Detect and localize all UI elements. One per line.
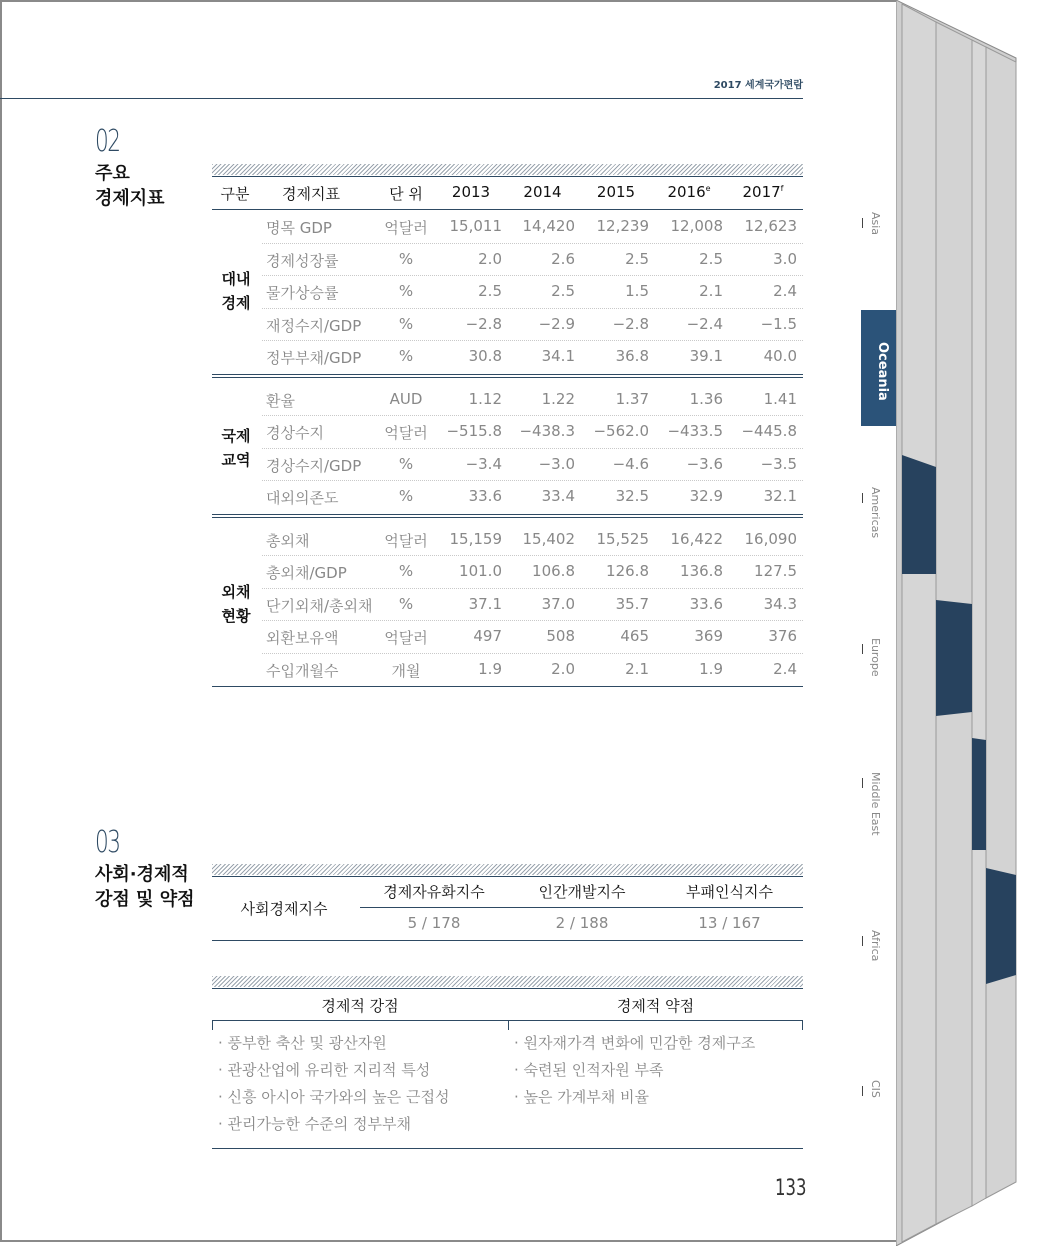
- weakness-item: · 높은 가계부채 비율: [514, 1088, 649, 1106]
- row-indicator: 물가상승률: [266, 284, 339, 302]
- row-divider: [262, 620, 803, 621]
- row-value: −3.0: [538, 454, 575, 473]
- index-value-corruption-perception: 13 / 167: [698, 914, 761, 932]
- group-divider: [212, 374, 803, 378]
- row-value: 37.0: [541, 594, 575, 613]
- row-value: 15,402: [522, 529, 575, 548]
- row-value: 2.6: [551, 249, 575, 268]
- row-value: 32.9: [689, 487, 723, 505]
- row-value: −3.4: [465, 454, 502, 473]
- weakness-item: · 숙련된 인적자원 부족: [514, 1061, 664, 1079]
- group-divider: [212, 514, 803, 518]
- row-value: 12,623: [744, 217, 797, 235]
- row-value: 15,525: [596, 529, 649, 548]
- table-rule: [360, 907, 803, 908]
- section-title-line: 강점 및 약점: [95, 889, 195, 910]
- strength-item: · 신흥 아시아 국가와의 높은 근접성: [218, 1088, 450, 1106]
- row-indicator: 재정수지/GDP: [266, 316, 362, 335]
- group-label-line: 외채: [221, 583, 251, 601]
- row-indicator: 명목 GDP: [266, 219, 332, 237]
- side-tab-asia[interactable]: Asia: [869, 212, 882, 236]
- row-value: −2.9: [538, 314, 575, 333]
- strength-item: · 관리가능한 수준의 정부부채: [218, 1115, 411, 1133]
- row-value: 2.4: [773, 659, 797, 678]
- row-value: 14,420: [522, 217, 575, 235]
- row-value: 35.7: [615, 594, 649, 613]
- strength-item: · 관광산업에 유리한 지리적 특성: [218, 1061, 431, 1079]
- index-header-economic-freedom: 경제자유화지수: [383, 883, 485, 901]
- row-value: −1.5: [760, 314, 797, 333]
- table-rule: [212, 876, 803, 877]
- row-value: −562.0: [593, 422, 649, 440]
- row-value: −2.8: [465, 314, 502, 333]
- row-value: 2.5: [551, 282, 575, 300]
- row-unit: 억달러: [384, 531, 428, 550]
- row-value: 34.3: [763, 594, 797, 613]
- group-label: [214, 580, 258, 628]
- row-indicator: 경제성장률: [266, 251, 339, 270]
- row-indicator: 경상수지: [266, 424, 324, 442]
- row-value: 508: [546, 627, 575, 645]
- section-title-line: 경제지표: [95, 188, 165, 209]
- side-tab-tick: [862, 778, 863, 788]
- strength-list: [218, 1034, 508, 1142]
- row-indicator: 총외채/GDP: [266, 564, 347, 582]
- strength-title: 경제적 강점: [321, 997, 399, 1015]
- row-value: −433.5: [667, 422, 723, 440]
- group-label-line: 현황: [221, 607, 251, 625]
- row-value: 106.8: [532, 562, 575, 580]
- row-unit: 억달러: [384, 219, 428, 237]
- row-unit: %: [398, 249, 414, 268]
- row-value: −3.5: [760, 454, 797, 473]
- row-value: 2.5: [699, 249, 723, 268]
- index-value-economic-freedom: 5 / 178: [407, 914, 461, 932]
- row-value: 12,008: [670, 217, 723, 235]
- side-tab-africa[interactable]: Africa: [869, 930, 882, 962]
- table-tick: [508, 1020, 509, 1030]
- page-number: 133: [775, 1176, 807, 1201]
- weakness-title: 경제적 약점: [616, 997, 695, 1015]
- book-page-edge: [896, 0, 1045, 1246]
- strength-item: · 풍부한 축산 및 광산자원: [218, 1034, 387, 1052]
- table-header-cell: 2015: [596, 183, 636, 201]
- row-value: 33.6: [689, 594, 723, 613]
- table-rule: [212, 1148, 803, 1149]
- side-tab-tick: [862, 1086, 863, 1096]
- row-value: 101.0: [459, 562, 502, 580]
- row-value: 34.1: [541, 347, 575, 365]
- row-indicator: 대외의존도: [266, 489, 339, 507]
- row-indicator: 정부부채/GDP: [266, 349, 362, 367]
- row-value: 1.9: [699, 659, 723, 678]
- table-header-cell: 2017$^f$: [742, 183, 784, 201]
- row-value: 2.1: [625, 659, 649, 678]
- row-unit: 억달러: [384, 424, 428, 442]
- row-divider: [262, 588, 803, 589]
- group-label: [214, 267, 258, 315]
- row-divider: [262, 653, 803, 654]
- table-rule: [212, 686, 803, 687]
- table-hatch-bar: [212, 864, 803, 875]
- weakness-list: [514, 1034, 803, 1115]
- row-value: −438.3: [519, 422, 575, 440]
- table-header-cell: 구분: [220, 185, 250, 203]
- group-label-line: 대내: [221, 270, 251, 288]
- side-tab-tick: [862, 936, 863, 946]
- row-value: 126.8: [606, 562, 649, 580]
- row-value: 12,239: [596, 217, 649, 235]
- row-value: 2.5: [478, 282, 502, 300]
- row-unit: %: [398, 594, 414, 613]
- row-value: 3.0: [773, 249, 797, 268]
- row-indicator: 환율: [266, 391, 295, 410]
- row-indicator: 수입개월수: [266, 661, 339, 680]
- row-value: −3.6: [686, 454, 723, 473]
- row-unit: 개월: [391, 661, 421, 680]
- row-value: 36.8: [615, 347, 649, 365]
- table-header-cell: 단 위: [389, 185, 423, 203]
- weakness-item: · 원자재가격 변화에 민감한 경제구조: [514, 1034, 756, 1052]
- group-label-line: 교역: [221, 451, 251, 469]
- row-value: 376: [768, 627, 797, 645]
- row-value: 136.8: [680, 562, 723, 580]
- row-unit: %: [398, 454, 414, 473]
- row-value: 37.1: [468, 594, 502, 613]
- row-value: 1.12: [468, 389, 502, 408]
- row-value: 2.1: [699, 282, 723, 300]
- side-tab-americas[interactable]: Americas: [869, 487, 882, 539]
- row-value: 30.8: [468, 347, 502, 365]
- row-unit: %: [398, 314, 414, 333]
- row-divider: [262, 480, 803, 481]
- row-value: 1.9: [478, 659, 502, 678]
- index-header-corruption-perception: 부패인식지수: [686, 883, 773, 901]
- table-header-cell: 경제지표: [282, 185, 340, 203]
- row-value: 40.0: [763, 347, 797, 365]
- index-value-human-development: 2 / 188: [555, 914, 609, 932]
- table-header-cell: 2014: [523, 183, 562, 201]
- group-label: [214, 424, 258, 472]
- table-tick: [212, 1020, 213, 1030]
- row-divider: [262, 415, 803, 416]
- header-rule: [0, 98, 803, 99]
- side-tab-europe[interactable]: Europe: [869, 638, 882, 677]
- row-value: −2.4: [686, 314, 723, 333]
- group-label-line: 국제: [221, 427, 251, 445]
- row-indicator: 경상수지/GDP: [266, 456, 362, 475]
- row-value: 16,090: [744, 529, 797, 548]
- row-value: 1.22: [541, 389, 575, 408]
- row-value: −2.8: [612, 314, 649, 333]
- row-value: 33.6: [468, 487, 502, 505]
- row-value: 33.4: [541, 487, 575, 505]
- section-title-line: 주요: [95, 163, 130, 184]
- row-unit: %: [398, 282, 414, 300]
- row-value: 39.1: [689, 347, 723, 365]
- header-title: 2017 세계국가편람: [713, 80, 803, 91]
- row-value: 16,422: [670, 529, 723, 548]
- row-value: 497: [473, 627, 502, 645]
- section-number-03: 03: [95, 825, 120, 860]
- table-hatch-bar: [212, 976, 803, 987]
- table-rule: [212, 176, 803, 177]
- header-superscript: f: [780, 184, 784, 193]
- group-label-line: 경제: [221, 294, 251, 312]
- row-value: −515.8: [446, 422, 502, 440]
- section-title-03: [95, 862, 194, 912]
- row-unit: %: [398, 562, 414, 580]
- table-rule: [212, 940, 803, 941]
- row-divider: [262, 275, 803, 276]
- index-row-label: 사회경제지수: [240, 900, 328, 918]
- row-value: 465: [620, 627, 649, 645]
- section-title-line: 사회·경제적: [95, 864, 189, 885]
- row-unit: AUD: [389, 389, 423, 408]
- row-value: 2.0: [551, 659, 575, 678]
- table-hatch-bar: [212, 164, 803, 175]
- row-indicator: 단기외채/총외채: [266, 596, 373, 615]
- table-tick: [802, 1020, 803, 1030]
- row-value: 15,159: [449, 529, 502, 548]
- side-tab-middle-east[interactable]: Middle East: [869, 772, 882, 836]
- side-tab-tick: [862, 493, 863, 503]
- row-value: 1.5: [625, 282, 649, 300]
- row-unit: 억달러: [384, 629, 428, 647]
- table-header-cell: 2013: [451, 183, 491, 201]
- row-value: 127.5: [754, 562, 797, 580]
- row-value: 2.5: [625, 249, 649, 268]
- row-value: 1.37: [615, 389, 649, 408]
- row-value: 15,011: [449, 217, 502, 235]
- row-value: 32.1: [763, 487, 797, 505]
- table-rule: [212, 988, 803, 989]
- row-value: 1.41: [763, 389, 797, 408]
- side-tab-tick: [862, 218, 863, 228]
- row-divider: [262, 448, 803, 449]
- row-unit: %: [398, 487, 414, 505]
- row-value: 2.0: [478, 249, 502, 268]
- row-value: 32.5: [615, 487, 649, 505]
- index-header-human-development: 인간개발지수: [538, 883, 626, 901]
- row-divider: [262, 555, 803, 556]
- row-value: 2.4: [773, 282, 797, 300]
- row-indicator: 외환보유액: [266, 629, 339, 647]
- section-title-02: [95, 161, 165, 211]
- row-value: −445.8: [741, 422, 797, 440]
- row-divider: [262, 308, 803, 309]
- row-value: 369: [694, 627, 723, 645]
- row-divider: [262, 243, 803, 244]
- table-header-cell: 2016e: [667, 183, 711, 201]
- side-tab-label: Oceania: [875, 342, 890, 401]
- table-rule: [212, 209, 803, 210]
- row-value: −4.6: [612, 454, 649, 473]
- row-divider: [262, 340, 803, 341]
- side-tab-tick: [862, 644, 863, 654]
- row-indicator: 총외채: [266, 531, 310, 550]
- row-value: 1.36: [689, 389, 723, 408]
- row-unit: %: [398, 347, 414, 365]
- section-number-02: 02: [95, 124, 120, 159]
- side-tab-cis[interactable]: CIS: [869, 1080, 882, 1098]
- header-superscript: e: [705, 184, 711, 193]
